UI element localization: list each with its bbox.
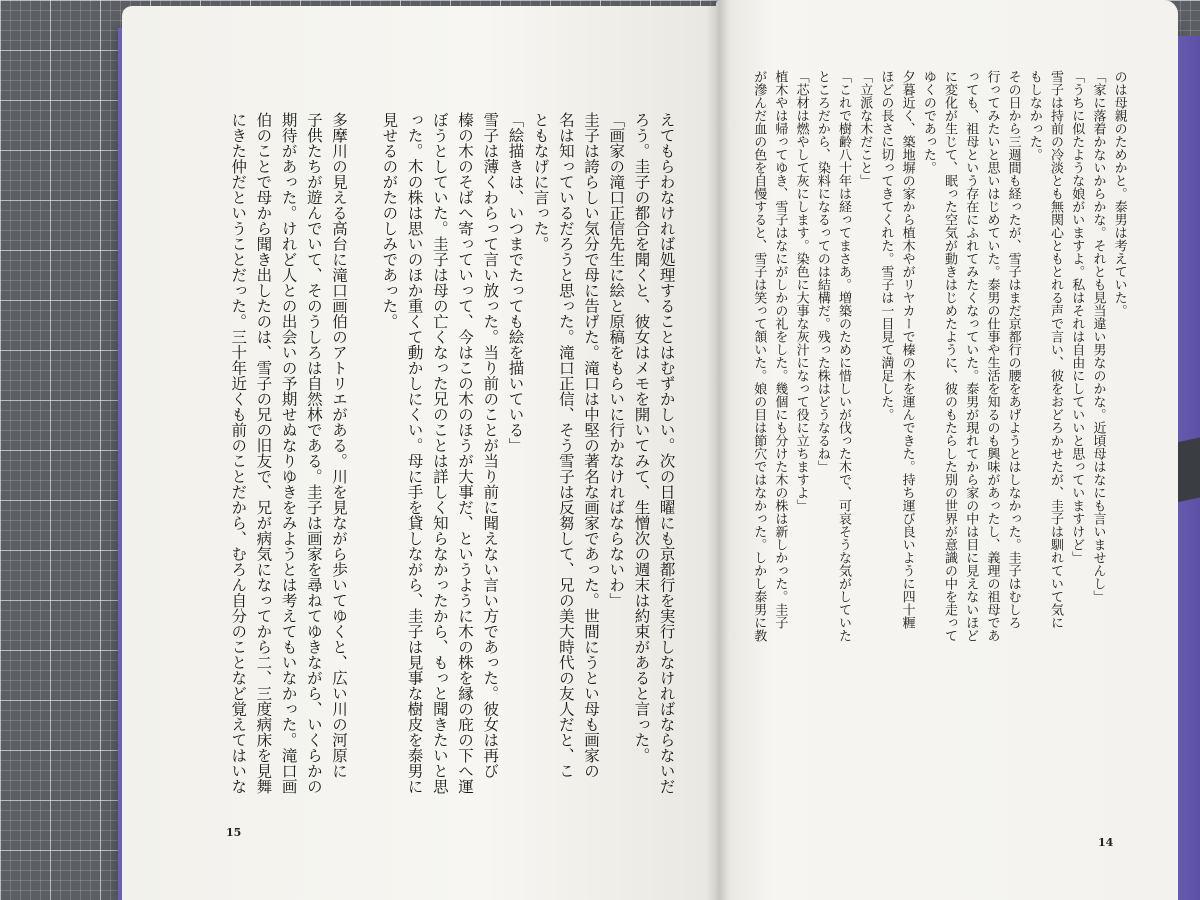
text-line: った。木の株は思いのほか重くて動かしにくい。母に手を貸しながら、圭子は見事な樹皮を泰男に [405, 112, 424, 794]
text-line: えてもらわなければ処理することはむずかしい。次の日曜にも京都行を実行しなければならないだ [657, 112, 676, 794]
text-line: その日から三週間も経ったが、雪子はまだ京都行の腰をあげようとはしなかった。圭子はむしろ [1005, 70, 1021, 629]
text-line: 名は知っているだろうと思った。滝口正信、そう雪子は反芻して、兄の美大時代の友人だと、こ [556, 112, 575, 779]
text-line: にきた仲だということだった。三十年近くも前のことだから、むろん自分のことなど覚えてはいな [229, 112, 248, 794]
text-line: ぼうとしていた。圭子は母の亡くなった兄のことは詳しく知らなかったから、もっと聞きたいと思 [430, 112, 449, 794]
left-page-text [225, 112, 679, 802]
text-line: 「画家の滝口正信先生に絵と原稿をもらいに行かなければならないわ」 [607, 112, 626, 608]
text-line: っても、祖母という存在にふれてみたくなっていた。泰男が現れてから家の中は目に見えないほど [963, 70, 979, 642]
text-line: 「絵描きは、いつまでたっても絵を描いている」 [506, 112, 525, 453]
text-line: 期待があった。けれど人との出会いの予期せぬなりゆきをみようとは考えてもいなかった。滝口画 [279, 112, 298, 794]
text-line: ろう。圭子の都合を聞くと、彼女はメモを開いてみて、生憎次の週末は約束があると言った。 [632, 112, 651, 763]
text-line: 「家に落着かないからかな。それとも見当違い男なのかな。近頃母はなにも言いませんし」 [1090, 70, 1106, 603]
text-line: 見せるのがたのしみであった。 [380, 112, 399, 329]
text-line [351, 112, 376, 802]
text-line: 夕暮近く、築地塀の家から植木やがリヤカーで榛の木を運んできた。持ち運び良いように四十糎 [899, 70, 915, 629]
text-line: ともなげに言った。 [531, 112, 550, 252]
right-page-number: 14 [1098, 836, 1114, 849]
left-page-number: 15 [226, 826, 242, 839]
text-line: 「これで樹齢八十年は経ってまさあ。増築のために惜しいが伐った木で、可哀そうな気がしていた [836, 70, 852, 642]
book-gutter [706, 0, 730, 900]
text-line: が滲んだ血の色を自慢すると、雪子は笑って頷いた。娘の目は節穴ではなかった。しかし泰男に教 [751, 70, 767, 642]
text-line: 「芯材は燃やして灰にします。染色に大事な灰汁になって役に立ちますよ」 [793, 70, 809, 512]
text-line: 雪子は薄くわらって言い放った。当り前のことが当り前に聞えない言い方であった。彼女は再び [481, 112, 500, 779]
text-line: に変化が生じて、眠った空気が動きはじめたように、彼のもたらした別の世界が意識の中を走って [942, 70, 958, 642]
text-line: 植木やは帰ってゆき、雪子はなにがしかの礼をした。幾個にも分けた木の株は新しかった。圭子 [772, 70, 788, 629]
text-line: 「うちに似たような娘がいますよ。私はそれは自由にしていいと思っていますけど」 [1069, 70, 1085, 564]
text-line: 多摩川の見える高台に滝口画伯のアトリエがある。川を見ながら歩いてゆくと、広い川の河原に [330, 112, 349, 779]
text-line: 圭子は誇らしい気分で母に告げた。滝口は中堅の著名な画家であった。世間にうとい母も画家の [582, 112, 601, 779]
text-line: ところだから、染料になるってのは結構だ。残った株はどうなるね」 [814, 70, 830, 473]
text-line: 行ってみたいと思いはじめていた。泰男の仕事や生活を知るのも興味があったし、義理の祖母であ [984, 70, 1000, 642]
text-line: のは母親のためかと。泰男は考えていた。 [1111, 70, 1127, 317]
text-line: もしなかった。 [1026, 70, 1042, 161]
text-line: 子供たちが遊んでいて、そのうしろは自然林である。圭子は画家を尋ねてゆきながら、いくらかの [304, 112, 323, 794]
text-line: ゆくのであった。 [920, 70, 936, 174]
text-line: 「立派な木だこと」 [857, 70, 873, 187]
text-line: ほどの長さに切ってきてくれた。雪子は一目見て満足した。 [878, 70, 894, 421]
text-line: 雪子は持前の冷淡とも無関心ともとれる声で言い、彼をおどろかせたが、圭子は馴れていて気に [1048, 70, 1064, 629]
right-page-text [748, 70, 1130, 830]
text-line: 伯のことで母から聞き出したのは、雪子の兄の旧友で、兄が病気になってから二、三度病床を見舞 [254, 112, 273, 794]
text-line: 榛の木のそばへ寄っていって、今はこの木のほうが大事だ、というように木の株を縁の庇の下へ運 [456, 112, 475, 794]
